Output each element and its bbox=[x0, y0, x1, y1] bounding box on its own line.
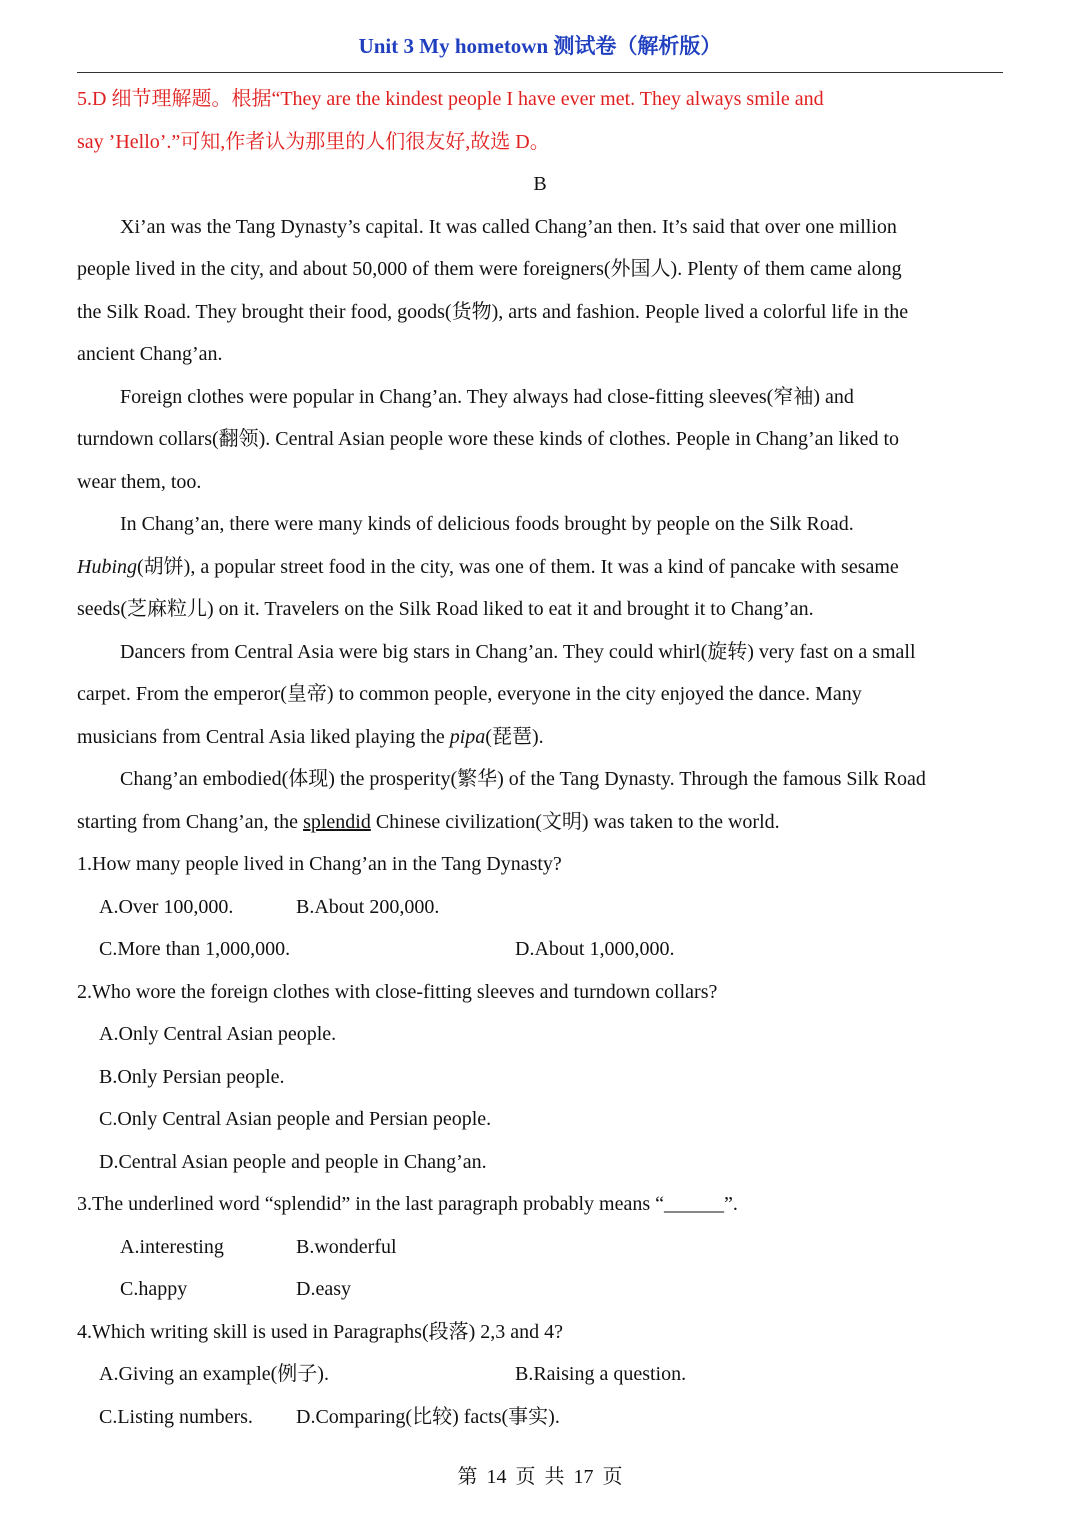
passage-p5-line: Chang’an embodied(体现) the prosperity(繁华) of the Tang Dynasty. Through the famous Silk Road bbox=[120, 768, 926, 790]
option-item: A.Only Central Asian people. bbox=[99, 1023, 337, 1045]
passage-p5-text: Chinese civilization(文明) was taken to the world. bbox=[370, 811, 780, 833]
option-item: D.About 1,000,000. bbox=[515, 938, 675, 960]
passage-p1-line: people lived in the city, and about 50,000 of them were foreigners(外国人). Plenty of them came along bbox=[77, 258, 902, 280]
option-item: D.Comparing(比较) facts(事实). bbox=[296, 1406, 560, 1428]
option-item: B.Only Persian people. bbox=[99, 1066, 285, 1088]
passage-p4-line bbox=[77, 723, 544, 751]
section-label: B bbox=[533, 173, 547, 195]
option-item: A.Over 100,000. bbox=[99, 896, 234, 918]
hubing-term: Hubing bbox=[77, 556, 137, 578]
underlined-word: splendid bbox=[303, 811, 371, 833]
passage-p5-text: starting from Chang’an, the bbox=[77, 811, 304, 833]
passage-p4-line: carpet. From the emperor(皇帝) to common people, everyone in the city enjoyed the dance. Many bbox=[77, 683, 862, 705]
passage-p3-line: In Chang’an, there were many kinds of delicious foods brought by people on the Silk Road. bbox=[120, 513, 854, 535]
option-item: B.Raising a question. bbox=[515, 1363, 687, 1385]
page-number-footer: 第 14 页 共 17 页 bbox=[457, 1466, 623, 1488]
option-item: D.easy bbox=[296, 1278, 351, 1300]
option-item: D.Central Asian people and people in Chang’an. bbox=[99, 1151, 487, 1173]
option-item: C.More than 1,000,000. bbox=[99, 938, 291, 960]
answer-5-line-2: say ’Hello’.”可知,作者认为那里的人们很友好,故选 D。 bbox=[77, 131, 550, 153]
question-stem: 3.The underlined word “splendid” in the last paragraph probably means “______”. bbox=[77, 1193, 738, 1215]
passage-p3-line: seeds(芝麻粒儿) on it. Travelers on the Silk Road liked to eat it and brought it to Chang’an. bbox=[77, 598, 814, 620]
answer-5-line-1: 5.D 细节理解题。根据“They are the kindest people I have ever met. They always smile and bbox=[77, 88, 824, 110]
option-item: A.interesting bbox=[120, 1236, 224, 1258]
question-stem: 4.Which writing skill is used in Paragraphs(段落) 2,3 and 4? bbox=[77, 1321, 564, 1343]
option-item: B.wonderful bbox=[296, 1236, 397, 1258]
passage-p5-line bbox=[77, 808, 780, 836]
option-item: C.Only Central Asian people and Persian people. bbox=[99, 1108, 492, 1130]
passage-p3-line bbox=[77, 553, 899, 581]
option-item: A.Giving an example(例子). bbox=[99, 1363, 329, 1385]
passage-p3-text: (胡饼), a popular street food in the city, was one of them. It was a kind of pancake with sesame bbox=[137, 556, 899, 578]
page-header-title: Unit 3 My hometown 测试卷（解析版） bbox=[358, 34, 722, 58]
passage-p4-text: musicians from Central Asia liked playing the bbox=[77, 726, 450, 748]
passage-p2-line: Foreign clothes were popular in Chang’an. They always had close-fitting sleeves(窄袖) and bbox=[120, 386, 854, 408]
question-stem: 1.How many people lived in Chang’an in the Tang Dynasty? bbox=[77, 853, 562, 875]
passage-p4-text: (琵琶). bbox=[485, 726, 544, 748]
header-divider bbox=[77, 72, 1003, 73]
passage-p2-line: wear them, too. bbox=[77, 471, 202, 493]
passage-p1-line: Xi’an was the Tang Dynasty’s capital. It was called Chang’an then. It’s said that over one million bbox=[120, 216, 897, 238]
pipa-term: pipa bbox=[449, 726, 486, 748]
passage-p2-line: turndown collars(翻领). Central Asian people wore these kinds of clothes. People in Chang’an liked to bbox=[77, 428, 900, 450]
option-item: B.About 200,000. bbox=[296, 896, 440, 918]
passage-p1-line: the Silk Road. They brought their food, goods(货物), arts and fashion. People lived a colorful life in the bbox=[77, 301, 909, 323]
question-stem: 2.Who wore the foreign clothes with close-fitting sleeves and turndown collars? bbox=[77, 981, 718, 1003]
option-item: C.Listing numbers. bbox=[99, 1406, 253, 1428]
passage-p1-line: ancient Chang’an. bbox=[77, 343, 223, 365]
passage-p4-line: Dancers from Central Asia were big stars in Chang’an. They could whirl(旋转) very fast on a small bbox=[120, 641, 916, 663]
option-item: C.happy bbox=[120, 1278, 188, 1300]
